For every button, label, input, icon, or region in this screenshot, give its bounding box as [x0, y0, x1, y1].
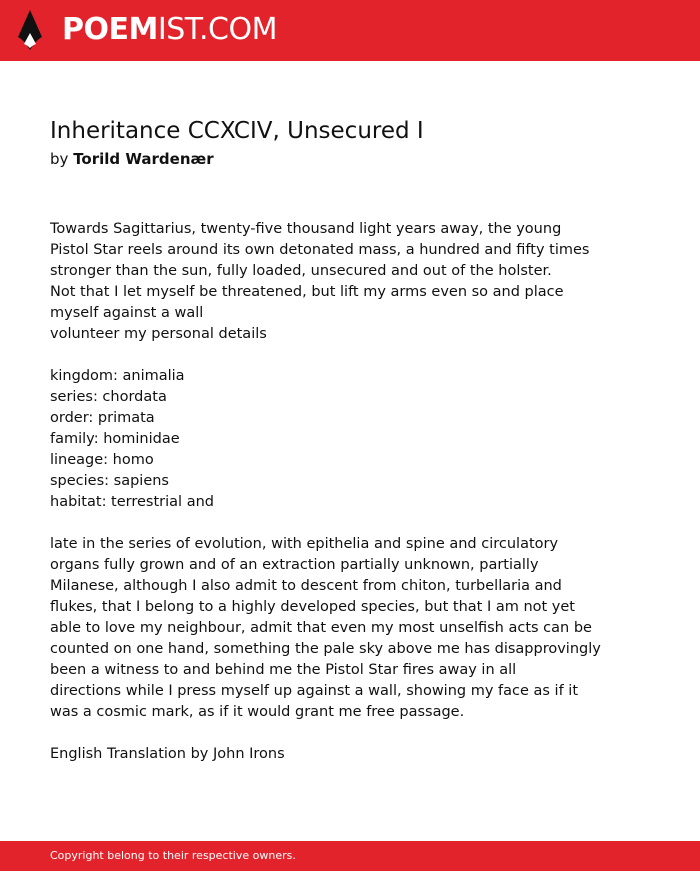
poem-line: lineage: homo: [50, 452, 154, 468]
poem-line: directions while I press myself up against a wall, showing my face as if it: [50, 683, 579, 699]
author-name[interactable]: Torild Wardenær: [73, 150, 214, 168]
logo-bold-text: POEM: [62, 12, 158, 47]
pen-nib-icon[interactable]: [17, 9, 43, 51]
poem-line: volunteer my personal details: [50, 326, 267, 342]
poem-line: family: hominidae: [50, 431, 180, 447]
poem-line: stronger than the sun, fully loaded, unsecured and out of the holster.: [50, 263, 552, 279]
poem-line: been a witness to and behind me the Pistol Star fires away in all: [50, 662, 517, 678]
poem-line: myself against a wall: [50, 305, 204, 321]
poem-line: counted on one hand, something the pale sky above me has disapprovingly: [50, 641, 601, 657]
poem-title: Inheritance CCXCIV, Unsecured I: [50, 118, 424, 144]
poem-line: was a cosmic mark, as if it would grant me free passage.: [50, 704, 465, 720]
poem-line: late in the series of evolution, with epithelia and spine and circulatory: [50, 536, 559, 552]
poem-line: Not that I let myself be threatened, but lift my arms even so and place: [50, 284, 564, 300]
poem-line: flukes, that I belong to a highly developed species, but that I am not yet: [50, 599, 575, 615]
poem-line: Towards Sagittarius, twenty-five thousand light years away, the young: [50, 221, 562, 237]
poem-body: [50, 219, 650, 786]
site-footer: [0, 841, 700, 871]
logo-light-text: IST.COM: [157, 12, 277, 47]
by-label: by: [50, 150, 69, 168]
site-header: [0, 0, 700, 61]
poem-line: English Translation by John Irons: [50, 746, 285, 762]
poem-stanza: [50, 366, 650, 513]
copyright-notice: Copyright belong to their respective owners.: [50, 849, 296, 862]
poem-line: Pistol Star reels around its own detonated mass, a hundred and fifty times: [50, 242, 590, 258]
site-logo[interactable]: [62, 12, 277, 48]
poem-line: kingdom: animalia: [50, 368, 185, 384]
poem-stanza: [50, 744, 650, 765]
poem-stanza: [50, 534, 650, 723]
poem-line: species: sapiens: [50, 473, 169, 489]
poem-line: series: chordata: [50, 389, 167, 405]
poem-line: order: primata: [50, 410, 155, 426]
poem-line: habitat: terrestrial and: [50, 494, 214, 510]
byline: [50, 149, 214, 169]
poem-line: Milanese, although I also admit to descent from chiton, turbellaria and: [50, 578, 562, 594]
poem-stanza: [50, 219, 650, 345]
poem-line: organs fully grown and of an extraction partially unknown, partially: [50, 557, 539, 573]
poem-line: able to love my neighbour, admit that even my most unselfish acts can be: [50, 620, 592, 636]
